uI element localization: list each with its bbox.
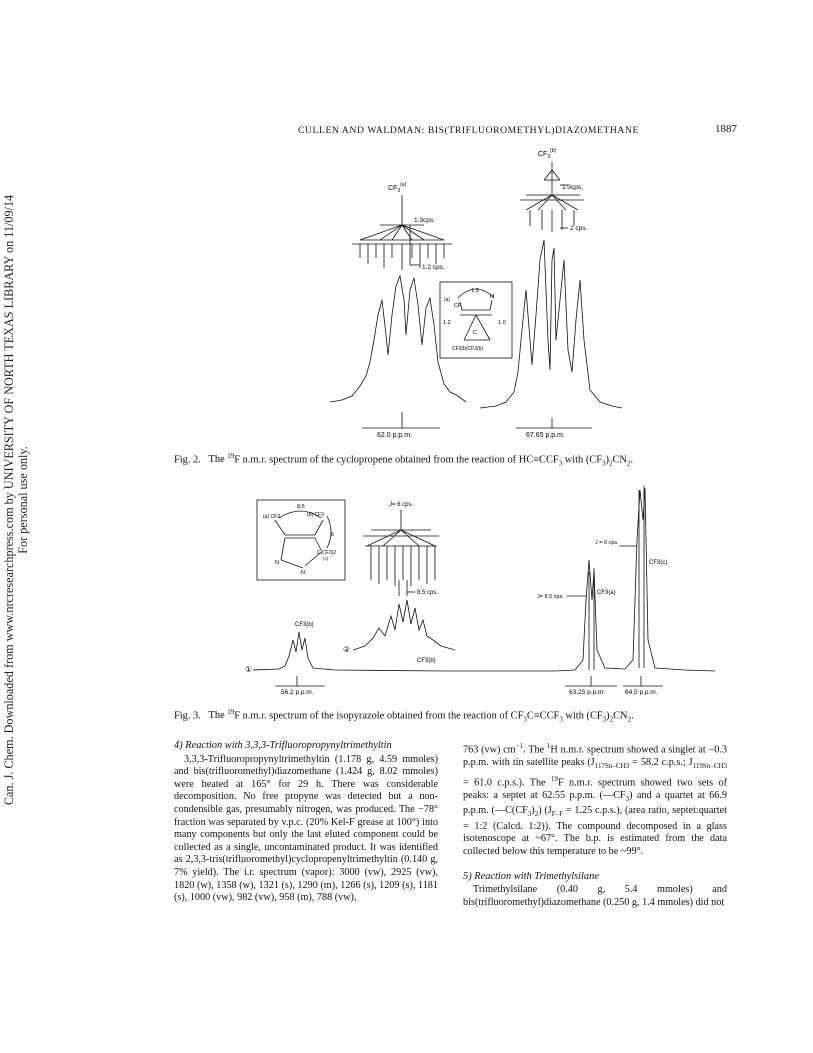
fig2-inset-bottom: CF3(b)CF3(b) <box>452 346 484 352</box>
download-notice-line2: For personal use only. <box>16 446 30 554</box>
fig2-left-trace <box>330 276 466 402</box>
fig3-inset-b: (b) CF3 <box>307 512 324 518</box>
right-column <box>463 740 727 909</box>
fig2-inset-1-2: 1.2 <box>443 320 451 326</box>
left-column <box>174 740 438 905</box>
fig2-right-splitting-diagram <box>520 162 584 232</box>
fig2-inset-h: H <box>490 294 495 300</box>
fig3-cf3b-left-label: CF3(b) <box>295 622 314 628</box>
figure-3-caption: Fig. 3. The $^{19}$F n.m.r. spectrum of the isopyrazole obtained from the reaction of $CF_3C\equiv CCF_3$ with $(CF_3)_2CN_2$. <box>174 708 634 724</box>
fig3-j85-label: 8.5 cps. <box>417 590 439 596</box>
fig2-inset-c: C <box>473 330 477 336</box>
fig2-left-splitting-diagram <box>352 195 452 270</box>
fig3-cf3c-label: CF3(c) <box>649 560 668 566</box>
figure-2-spectrum <box>330 140 770 445</box>
fig3-j6-label: J= 6 cps. <box>389 502 414 508</box>
fig3-trace-1-marker: ① <box>245 665 253 674</box>
fig3-mid-splitting-diagram <box>363 510 439 596</box>
figure-2-caption: Fig. 2. The $^{19}$F n.m.r. spectrum of the cyclopropene obtained from the reaction of $HC\equiv CCF_3$ with $(CF_3)_2CN_2$. <box>174 452 634 468</box>
fig2-inset-cf3: CF <box>454 303 462 309</box>
fig3-structure-inset <box>257 500 345 580</box>
fig3-inset-cc: (c) <box>323 556 329 561</box>
fig3-inset-n1: N <box>275 560 279 566</box>
section-4-heading: 4) Reaction with 3,3,3-Trifluoropropynyltrimethyltin <box>174 740 392 751</box>
page-number: 1887 <box>715 123 737 135</box>
fig2-axis-left-label: 62.0 p.p.m. <box>377 432 413 439</box>
fig2-annotation-1-2cps: 1.2 cps. <box>422 264 445 271</box>
fig3-j6b-label: J = 6 cps. <box>595 540 619 546</box>
fig2-cf3b-label: $CF_3^{(b)}$ <box>538 148 557 160</box>
section-5-paragraph: Trimethylsilane (0.40 g, 5.4 mmoles) and bis(trifluoromethyl)diazomethane (0.250 g, 1.4 mmoles) did not <box>463 884 727 908</box>
fig3-axis-3-label: 64.5 p.p.m. <box>625 689 658 695</box>
fig2-axis-right-label: 67.65 p.p.m. <box>526 432 565 439</box>
download-notice <box>2 150 32 850</box>
fig3-axis-1-label: 56.2 p.p.m. <box>281 689 314 695</box>
fig2-inset-a: (a) <box>444 297 451 303</box>
fig3-cf3b-mid-label: CF3(b) <box>417 658 436 664</box>
fig2-annotation-2cps: 2 cps. <box>570 225 588 232</box>
fig2-annotation-1-0cps: 1.0cps. <box>562 184 583 191</box>
running-title: CULLEN AND WALDMAN: BIS(TRIFLUOROMETHYL)DIAZOMETHANE <box>298 125 639 136</box>
fig3-trace-2 <box>353 600 455 650</box>
section-5-heading: 5) Reaction with Trimethylsilane <box>463 870 599 882</box>
section-4-continuation: 763 (vw) $cm^{-1}$. The $^1$H n.m.r. spectrum showed a singlet at −0.3 p.p.m. with tin satellite peaks ($J_{117Sn-CH3} = 58.2$ c.p.s.; $J_{119Sn-CH3} = 61.0$ c.p.s.). The $^{19}$F n.m.r. spectrum showed two sets of peaks: a septet at 62.55 p.p.m. $(—CF_3)$ and a quartet at 66.9 p.p.m. $(—C(CF_3)_2) (J_{F-F} = 1.25$ c.p.s.), (area ratio, septet:quartet = 1:2 (Calcd. 1:2)). The compound decomposed in a glass isotenoscope at ~67°. The b.p. is estimated from the data collected below this temperature to be ~99°. <box>463 742 728 858</box>
fig3-j85b-label: J= 8.5 cps. <box>537 594 564 600</box>
fig3-axis-2-label: 63.25 p.p.m. <box>569 689 606 695</box>
download-notice-line1: Can. J. Chem. Downloaded from www.nrcresearchpress.com by UNIVERSITY OF NORTH TEXAS LIBRARY on 11/09/14 <box>2 194 16 806</box>
fig2-cf3a-label: $CF_3^{(a)}$ <box>388 182 407 194</box>
figure-3-spectrum <box>245 480 765 695</box>
fig3-trace-2-marker: ② <box>343 645 351 654</box>
fig2-inset-1-3: 1.3 <box>471 288 479 294</box>
fig3-inset-c: C(CF3)2 <box>317 550 337 556</box>
fig2-annotation-1-3cps: 1.3cps. <box>414 217 435 224</box>
fig3-cf3a-label: CF3(a) <box>597 590 616 596</box>
fig3-inset-6: 6 <box>331 532 335 538</box>
section-4-paragraph: 3,3,3-Trifluoropropynyltrimethyltin (1.178 g, 4.59 mmoles) and bis(trifluoromethyl)diazomethane (1.424 g, 8.02 mmoles) were heated at 165° for 29 h. There was considerable decomposition. No free propyne was detected but a non-condensible gas, presumably nitrogen, was produced. The −78° fraction was separated by v.p.c. (20% Kel-F grease at 100°) into many components but only the last eluted component could be collected as a single, uncontaminated product. It was identified as 2,3,3-tris(trifluoromethyl)cyclopropenyltrimethyltin (0.140 g, 7% yield). The i.r. spectrum (vapor): 3000 (vw), 2925 (vw), 1820 (w), 1358 (w), 1321 (s), 1290 (m), 1266 (s), 1209 (s), 1181 (s), 1000 (vw), 982 (vw), 958 (m), 788 (vw), <box>174 753 438 904</box>
fig3-inset-n2: N <box>301 570 305 576</box>
fig3-inset-a: (a) CF3 <box>263 514 280 520</box>
fig2-inset-1-0: 1.0 <box>498 320 506 326</box>
fig3-inset-8-5: 8.5 <box>297 504 305 510</box>
